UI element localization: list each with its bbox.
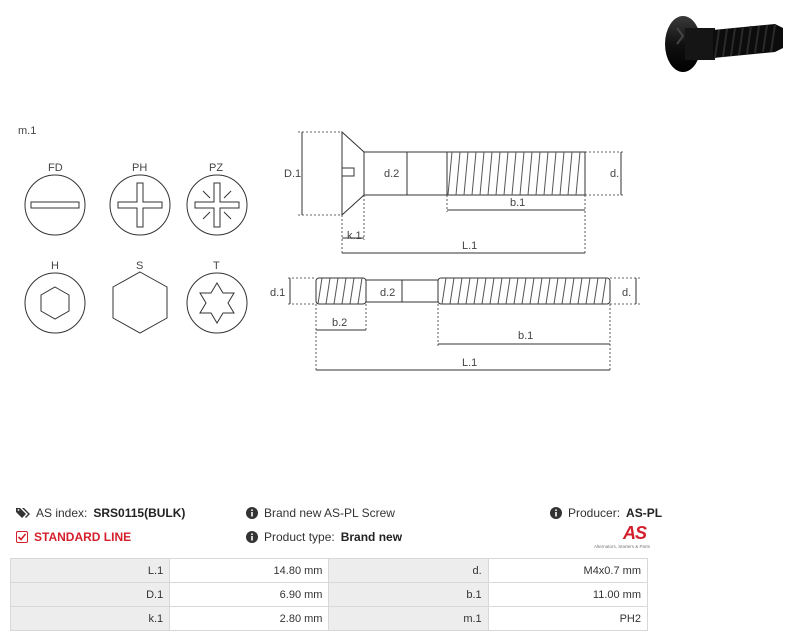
ph-label: PH <box>132 162 148 174</box>
spec-key: d. <box>329 559 488 583</box>
standard-line <box>16 530 131 544</box>
brand-new-info <box>246 506 395 520</box>
as-index-value: SRS0115(BULK) <box>93 506 186 520</box>
table-row <box>11 607 648 631</box>
L1-label-bottom: L.1 <box>462 357 478 369</box>
producer <box>550 506 662 520</box>
spec-value: 2.80 mm <box>170 607 329 631</box>
spec-value: PH2 <box>488 607 647 631</box>
spec-value: 11.00 mm <box>488 583 647 607</box>
pz-label: PZ <box>209 162 224 174</box>
spec-key: b.1 <box>329 583 488 607</box>
info-icon <box>246 531 258 543</box>
pozidriv-icon <box>187 175 247 235</box>
product-type <box>246 530 402 544</box>
product-type-value: Brand new <box>340 530 403 544</box>
b1-label-bottom: b.1 <box>518 330 534 342</box>
table-row <box>11 583 648 607</box>
as-pl-logo <box>586 524 650 552</box>
hex-socket-icon <box>25 273 85 333</box>
checkbox-icon <box>16 531 28 543</box>
spec-key: L.1 <box>11 559 170 583</box>
spec-value: 14.80 mm <box>170 559 329 583</box>
tag-icon <box>16 507 30 519</box>
slotted-icon <box>25 175 85 235</box>
spec-key: m.1 <box>329 607 488 631</box>
d-label-bottom: d. <box>622 287 632 299</box>
b1-label-top: b.1 <box>510 197 526 209</box>
fd-label: FD <box>48 162 63 174</box>
spec-table <box>10 558 648 631</box>
stud-drawing <box>270 270 650 380</box>
table-row <box>11 559 648 583</box>
standard-line-label: STANDARD LINE <box>34 530 132 544</box>
logo-tagline: Alternators, Starters & Parts <box>593 544 650 549</box>
t-label: T <box>213 260 220 272</box>
h-label: H <box>51 260 59 272</box>
d-label-top: d. <box>610 168 620 180</box>
spec-value: 6.90 mm <box>170 583 329 607</box>
producer-label: Producer: <box>568 506 621 520</box>
hex-head-icon <box>113 272 167 333</box>
b2-label: b.2 <box>332 317 348 329</box>
d2-label-top: d.2 <box>384 168 400 180</box>
L1-label-top: L.1 <box>462 240 478 252</box>
info-icon <box>246 507 258 519</box>
D1-label: D.1 <box>284 168 302 180</box>
torx-icon <box>187 273 247 333</box>
spec-value: M4x0.7 mm <box>488 559 647 583</box>
k1-label: k.1 <box>347 230 362 242</box>
spec-key: D.1 <box>11 583 170 607</box>
phillips-icon <box>110 175 170 235</box>
spec-key: k.1 <box>11 607 170 631</box>
product-type-label: Product type: <box>264 530 335 544</box>
screw-photo <box>655 8 795 78</box>
info-icon <box>550 507 562 519</box>
m1-label: m.1 <box>18 125 37 137</box>
as-index <box>16 506 185 520</box>
brand-new-text: Brand new AS-PL Screw <box>264 506 395 520</box>
drive-types <box>0 150 260 350</box>
as-index-label: AS index: <box>36 506 88 520</box>
d1-label: d.1 <box>270 287 286 299</box>
logo-mark: AS <box>622 523 646 543</box>
s-label: S <box>136 260 144 272</box>
producer-value: AS-PL <box>626 506 663 520</box>
d2-label-bottom: d.2 <box>380 287 396 299</box>
